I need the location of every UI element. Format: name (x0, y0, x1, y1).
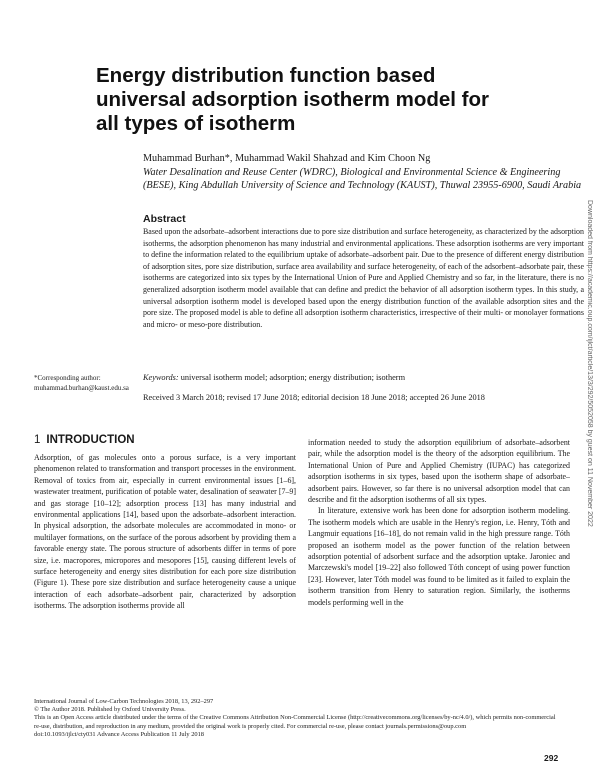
journal-citation: International Journal of Low-Carbon Technologies 2018, 13, 292–297 (34, 698, 214, 705)
author-list: Muhammad Burhan*, Muhammad Wakil Shahzad and Kim Choon Ng (143, 153, 431, 164)
license-text: This is an Open Access article distributed under the terms of the Creative Commons Attribution Non-Commercial License (http://creativecommons.org/licenses/by-nc/4.0/), which permits non-commercial re-use, distribution, and reproduction in any medium, provided the original work is properly cited. For commercial re-use, please contact journals.permissions@oup.com (34, 714, 556, 730)
page-number: 292 (544, 753, 559, 763)
doi-line: doi:10.1093/ijlct/cty031 Advance Access Publication 11 July 2018 (34, 730, 204, 738)
section-number: 1 (34, 434, 41, 446)
abstract-heading: Abstract (143, 213, 186, 225)
paragraph: information needed to study the adsorption equilibrium of adsorbate–adsorbent pair, while the adsorption model is the theory of the adsorption equilibrium. The International Union of Pure and Applied Chemistry (IUPAC) has categorized adsorption isotherms in six types, based upon the isotherm shape of adsorbate–adsorbent pairs. However, so far there is no universal adsorption model that can describe and fit the adsorption isotherms of all six types. (308, 438, 570, 505)
copyright-line: © The Author 2018. Published by Oxford University Press. (34, 706, 186, 714)
received-dates: Received 3 March 2018; revised 17 June 2018; editorial decision 18 June 2018; accepted 26 June 2018 (143, 393, 485, 402)
page-footer (34, 698, 564, 739)
corresponding-author-note: *Corresponding author: muhammad.burhan@kaust.edu.sa (34, 374, 129, 392)
paragraph: In literature, extensive work has been done for adsorption isotherm modeling. The isotherm models which are usable in the Henry's region, i.e. Henry, Tóth and Langmuir equations [16–18], do not remain valid in the high pressure range. Tóth proposed an isotherm model as the power function of the relation between adsorption potential of adsorbent surface and the adsorption uptake. Jaroniec and Marczewski's model [19–22] also followed Tóth concept of using power function [23]. However, later Tóth model was found to be limited as it failed to explain the isotherm transition from Henry to saturation region. Similarly, the isotherms models performing well in the (308, 506, 570, 607)
body-column-right (308, 437, 570, 608)
download-watermark: Downloaded from https://academic.oup.com/ijlct/article/13/3/292/5052058 by guest on 11 November 2022 (586, 200, 593, 527)
article-title: Energy distribution function based universal adsorption isotherm model for all types of isotherm (96, 64, 489, 135)
keywords-list: universal isotherm model; adsorption; energy distribution; isotherm (180, 373, 406, 382)
section-heading-introduction (34, 434, 135, 446)
paragraph: Adsorption, of gas molecules onto a porous surface, is a very important phenomenon related to transformation and transport processes in the environment. Removal of toxics from air, especially in current environmental issues [1–6], wastewater treatment, purification of potable water, desalination of seawater [7–9] and gas storage [10–12]; adsorption process [13] has many industrial and environmental applications [14], based upon the adsorbate–adsorbent interaction. In physical adsorption, the adsorbate molecules are accommodated in mono- or multilayer formations, on the surface of the porous adsorbent by providing them a favorable energy state. The porous structure of adsorbents differ in terms of pore size, i.e. macropores, micropores and mesopores [15], causing different levels of surface heterogeneity and energy sites distribution for each pore size distribution (Figure 1). These pore size distribution and surface heterogeneity cause a unique interaction of each adsorbate–adsorbent pair, characterized by adsorption isotherms. The adsorption isotherms provide all (34, 453, 296, 611)
author-affiliation: Water Desalination and Reuse Center (WDRC), Biological and Environmental Science & Engineering (BESE), King Abdullah University of Science and Technology (KAUST), Thuwal 23955-6900, Saudi Arabia (143, 167, 582, 191)
keywords (143, 372, 584, 383)
section-title: INTRODUCTION (46, 434, 135, 446)
keywords-label: Keywords: (143, 373, 179, 382)
abstract-text: Based upon the adsorbate–adsorbent interactions due to pore size distribution and surface heterogeneity, as characterized by the adsorption isotherms, the adsorption phenomenon has many industrial and environmental applications. These adsorption isotherms are very important to define the information related to the equilibrium uptake of adsorbate–adsorbent pair. Due to the presence of different energy distribution of adsorption sites, pore size distribution, surface area availability and surface heterogeneity, of each of the adsorbent–adsorbate pair, these isotherms are categorized into six types by the International Union of Pure and Applied Chemistry and so far, in the literature, there is no generalized adsorption isotherm model available that can define and predict the behavior of all adsorption isotherm types. In this study, a universal adsorption isotherm model is developed based upon the energy distribution function of the available adsorption sites and the pore size. The proposed model is able to define all adsorption isotherm characteristics, irrespective of their multi- or monolayer formations and micro- or meso-pore distribution. (143, 227, 584, 329)
body-column-left (34, 452, 296, 612)
